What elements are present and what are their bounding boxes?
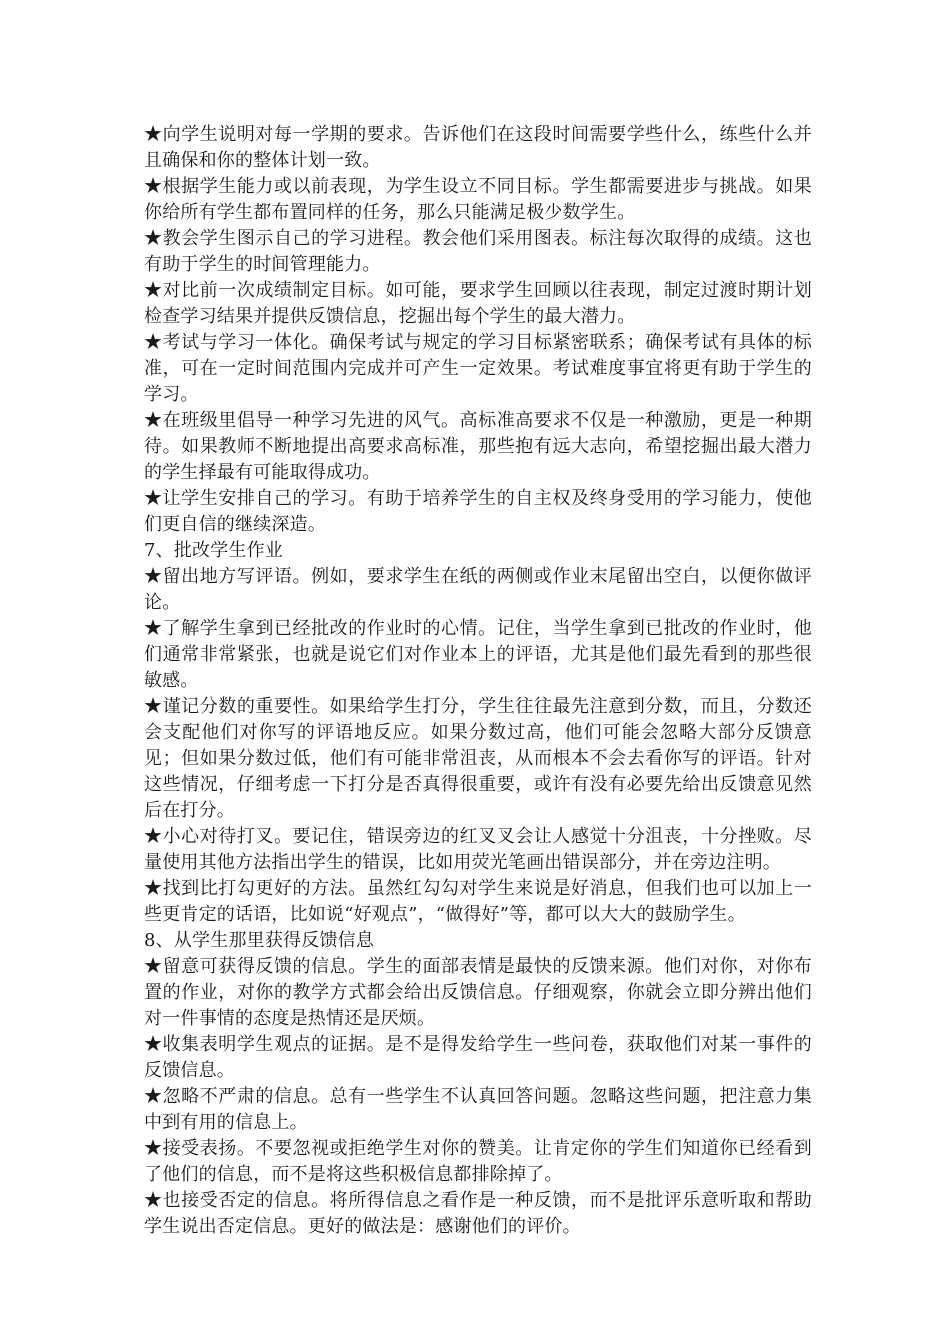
paragraph-student-feelings: ★了解学生拿到已经批改的作业时的心情。记住，当学生拿到已批改的作业时，他们通常非常紧张，也就是说它们对作业本上的评语，尤其是他们最先看到的那些很敏感。 [144, 618, 812, 691]
paragraph-accept-negative: ★也接受否定的信息。将所得信息之看作是一种反馈，而不是批评乐意听取和帮助学生说出否定信息。更好的做法是：感谢他们的评价。 [144, 1190, 812, 1237]
paragraph-accept-praise: ★接受表扬。不要忽视或拒绝学生对你的赞美。让肯定你的学生们知道你已经看到了他们的信息，而不是将这些积极信息都排除掉了。 [144, 1138, 812, 1185]
paragraph-chart-progress: ★教会学生图示自己的学习进程。教会他们采用图表。标注每次取得的成绩。这也有助于学生的时间管理能力。 [144, 228, 812, 275]
paragraph-exam-integration: ★考试与学习一体化。确保考试与规定的学习目标紧密联系；确保考试有具体的标准，可在一定时间范围内完成并可产生一定效果。考试难度事宜将更有助于学生的学习。 [144, 332, 812, 405]
paragraph-different-goals: ★根据学生能力或以前表现，为学生设立不同目标。学生都需要进步与挑战。如果你给所有学生都布置同样的任务，那么只能满足极少数学生。 [144, 176, 812, 223]
paragraph-careful-crosses: ★小心对待打叉。要记住，错误旁边的红叉叉会让人感觉十分沮丧，十分挫败。尽量使用其他方法指出学生的错误，比如用荧光笔画出错误部分，并在旁边注明。 [144, 826, 812, 873]
paragraph-better-than-ticks: ★找到比打勾更好的方法。虽然红勾勾对学生来说是好消息，但我们也可以加上一些更肯定的话语，比如说“好观点”，“做得好”等，都可以大大的鼓励学生。 [144, 878, 812, 925]
section-heading-feedback: 8、从学生那里获得反馈信息 [144, 930, 375, 951]
paragraph-class-atmosphere: ★在班级里倡导一种学习先进的风气。高标准高要求不仅是一种激励，更是一种期待。如果教师不断地提出高要求高标准，那些抱有远大志向，希望挖掘出最大潜力的学生择最有可能取得成功。 [144, 410, 812, 483]
paragraph-leave-space: ★留出地方写评语。例如，要求学生在纸的两侧或作业末尾留出空白，以便你做评论。 [144, 566, 812, 613]
paragraph-collect-evidence: ★收集表明学生观点的证据。是不是得发给学生一些问卷，获取他们对某一事件的反馈信息。 [144, 1034, 812, 1081]
section-heading-grading: 7、批改学生作业 [144, 540, 284, 561]
paragraph-ignore-unserious: ★忽略不严肃的信息。总有一些学生不认真回答问题。忽略这些问题，把注意力集中到有用的信息上。 [144, 1086, 812, 1133]
paragraph-score-importance: ★谨记分数的重要性。如果给学生打分，学生往往最先注意到分数，而且，分数还会支配他们对你写的评语地反应。如果分数过高，他们可能会忽略大部分反馈意见；但如果分数过低，他们有可能非常沮丧，从而根本不会去看你写的评语。针对这些情况，仔细考虑一下打分是否真得很重要，或许有没有必要先给出反馈意见然后在打分。 [144, 696, 812, 821]
paragraph-compare-previous: ★对比前一次成绩制定目标。如可能，要求学生回顾以往表现，制定过渡时期计划检查学习结果并提供反馈信息，挖掘出每个学生的最大潜力。 [144, 280, 812, 327]
paragraph-self-arrange: ★让学生安排自己的学习。有助于培养学生的自主权及终身受用的学习能力，使他们更自信的继续深造。 [144, 488, 812, 535]
document-body [144, 122, 812, 1240]
paragraph-notice-feedback: ★留意可获得反馈的信息。学生的面部表情是最快的反馈来源。他们对你，对你布置的作业，对你的教学方式都会给出反馈信息。仔细观察，你就会立即分辨出他们对一件事情的态度是热情还是厌烦。 [144, 956, 812, 1029]
paragraph-semester-requirements: ★向学生说明对每一学期的要求。告诉他们在这段时间需要学些什么，练些什么并且确保和你的整体计划一致。 [144, 124, 812, 171]
